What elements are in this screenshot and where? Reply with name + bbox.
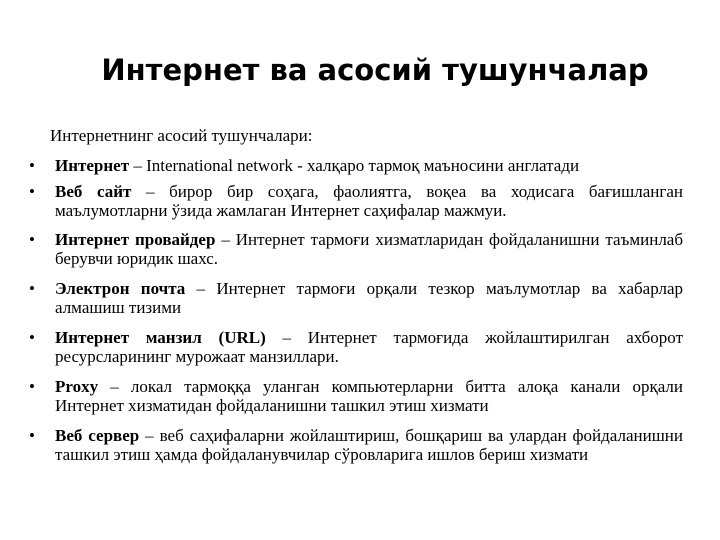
bullet-text xyxy=(55,230,683,268)
bullet-icon: • xyxy=(29,279,35,298)
bullet-description: – веб саҳифаларни жойлаштириш, бошқариш ва улардан фойдаланишни ташкил этиш ҳамда фойдаланувчилар сўровларига ишлов бериш хизмати xyxy=(55,426,683,464)
bullet-text xyxy=(55,328,683,366)
bullet-icon: • xyxy=(29,230,35,249)
bullet-icon: • xyxy=(29,182,35,201)
bullet-term: Веб сервер xyxy=(55,426,140,445)
bullet-term: Интернет провайдер xyxy=(55,230,216,249)
bullet-text xyxy=(55,279,683,317)
bullet-description: – International network - халқаро тармоқ маъносини англатади xyxy=(129,156,580,175)
bullet-term: Proxy xyxy=(55,377,99,396)
intro-text: Интернетнинг асосий тушунчалари: xyxy=(50,126,313,145)
bullet-term: Электрон почта xyxy=(55,279,186,298)
bullet-icon: • xyxy=(29,156,35,175)
bullet-icon: • xyxy=(29,328,35,347)
bullet-icon: • xyxy=(29,377,35,396)
bullet-text xyxy=(55,156,683,175)
bullet-term: Интернет xyxy=(55,156,130,175)
bullet-term: Интернет манзил (URL) xyxy=(55,328,266,347)
bullet-text xyxy=(55,182,683,220)
bullet-description: – локал тармоққа уланган компьютерларни битта алоқа канали орқали Интернет хизматидан фойдаланишни ташкил этиш хизмати xyxy=(55,377,683,415)
bullet-description: – бирор бир соҳага, фаолиятга, воқеа ва ходисага бағишланган маълумотларни ўзида жамлаган Интернет саҳифалар мажмуи. xyxy=(55,182,683,220)
bullet-description: – Интернет тармоғида жойлаштирилган ахборот ресурсларининг мурожаат манзиллари. xyxy=(55,328,683,366)
bullet-description: – Интернет тармоғи орқали тезкор маълумотлар ва хабарлар алмашиш тизими xyxy=(55,279,683,317)
slide-title: Интернет ва асосий тушунчалар xyxy=(101,53,649,87)
bullet-text xyxy=(55,426,683,464)
bullet-description: – Интернет тармоғи хизматларидан фойдаланишни таъминлаб берувчи юридик шахс. xyxy=(55,230,683,268)
bullet-text xyxy=(55,377,683,415)
bullet-icon: • xyxy=(29,426,35,445)
bullet-term: Веб сайт xyxy=(55,182,132,201)
